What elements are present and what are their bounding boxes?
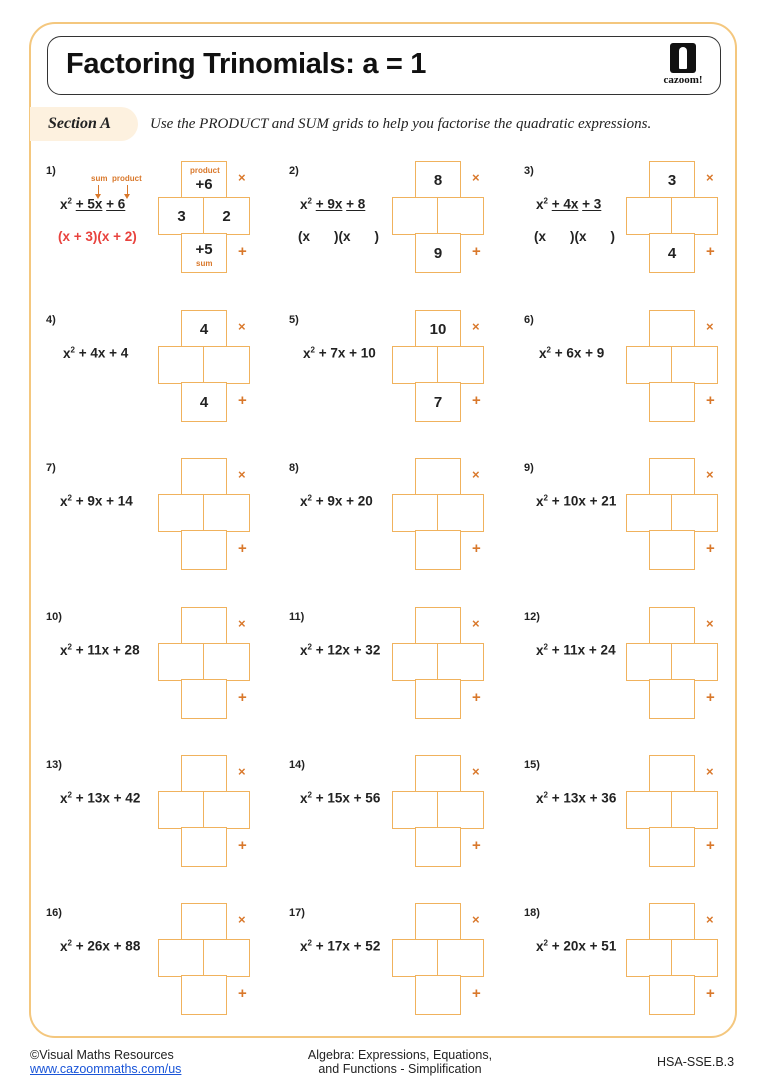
website-link[interactable]: www.cazoommaths.com/us bbox=[30, 1062, 182, 1076]
linear-term: + 7x bbox=[318, 345, 346, 361]
sum-annotation: sum bbox=[91, 174, 108, 183]
linear-term: + 5x bbox=[75, 196, 103, 212]
product-cell[interactable] bbox=[415, 755, 461, 793]
cell-value: 3 bbox=[667, 171, 677, 189]
quadratic-expression bbox=[536, 493, 616, 509]
constant-term: + 36 bbox=[589, 790, 617, 806]
linear-term: + 11x bbox=[551, 642, 586, 658]
linear-term: + 20x bbox=[551, 938, 586, 954]
factor-cell-right[interactable] bbox=[671, 939, 718, 977]
constant-term: + 14 bbox=[106, 493, 133, 509]
factor-cell-left[interactable] bbox=[392, 791, 439, 829]
multiply-symbol: × bbox=[472, 764, 480, 779]
multiply-symbol: × bbox=[706, 912, 714, 927]
product-sum-grid bbox=[626, 458, 718, 570]
product-cell[interactable] bbox=[649, 161, 695, 199]
topic-line-2: and Functions - Simplification bbox=[318, 1062, 482, 1076]
logo-text: cazoom! bbox=[663, 74, 703, 86]
product-sum-grid bbox=[392, 458, 484, 570]
linear-term: + 10x bbox=[551, 493, 586, 509]
problem-number: 2) bbox=[289, 165, 299, 177]
add-symbol: + bbox=[706, 837, 715, 854]
constant-term: + 9 bbox=[585, 345, 605, 361]
linear-term: + 9x bbox=[315, 196, 343, 212]
add-symbol: + bbox=[238, 985, 247, 1002]
constant-term: + 88 bbox=[113, 938, 141, 954]
x-squared-term: $x^2$ bbox=[300, 493, 312, 509]
problem-number: 9) bbox=[524, 462, 534, 474]
cell-value: 7 bbox=[433, 393, 443, 411]
problem-number: 11) bbox=[289, 611, 305, 623]
factor-cell-right[interactable] bbox=[671, 494, 718, 532]
footer-left bbox=[30, 1048, 181, 1076]
product-cell[interactable] bbox=[649, 458, 695, 496]
product-sum-grid bbox=[392, 310, 484, 422]
example-answer: (x + 3)(x + 2) bbox=[58, 229, 137, 244]
problem-number: 7) bbox=[46, 462, 56, 474]
product-sum-grid bbox=[158, 310, 250, 422]
linear-term: + 15x bbox=[315, 790, 350, 806]
product-cell[interactable] bbox=[415, 607, 461, 645]
sum-cell[interactable] bbox=[415, 827, 461, 867]
multiply-symbol: × bbox=[706, 764, 714, 779]
product-cell[interactable] bbox=[649, 755, 695, 793]
product-sum-grid bbox=[158, 161, 250, 273]
factor-cell-left[interactable] bbox=[626, 494, 673, 532]
quadratic-expression bbox=[539, 345, 604, 361]
product-sum-grid bbox=[626, 755, 718, 867]
multiply-symbol: × bbox=[706, 616, 714, 631]
product-cell[interactable] bbox=[649, 607, 695, 645]
product-cell[interactable] bbox=[649, 903, 695, 941]
multiply-symbol: × bbox=[238, 467, 246, 482]
quadratic-expression bbox=[303, 345, 376, 361]
problem-number: 3) bbox=[524, 165, 534, 177]
product-cell[interactable] bbox=[181, 310, 227, 348]
linear-term: + 4x bbox=[551, 196, 579, 212]
problem-number: 10) bbox=[46, 611, 62, 623]
x-squared-term: $x^2$ bbox=[539, 345, 551, 361]
factor-open: (x bbox=[534, 229, 547, 244]
product-cell[interactable] bbox=[415, 458, 461, 496]
x-squared-term: $x^2$ bbox=[60, 196, 72, 212]
factor-cell-right[interactable] bbox=[203, 346, 250, 384]
factor-cell-left[interactable] bbox=[392, 346, 439, 384]
cell-value: 3 bbox=[177, 207, 186, 225]
sum-cell[interactable] bbox=[181, 827, 227, 867]
topic-line-1: Algebra: Expressions, Equations, bbox=[307, 1048, 493, 1062]
quadratic-expression bbox=[536, 196, 601, 212]
linear-term: + 11x bbox=[75, 642, 110, 658]
factor-cell-left[interactable] bbox=[158, 791, 205, 829]
product-sum-grid bbox=[392, 903, 484, 1015]
x-squared-term: $x^2$ bbox=[536, 790, 548, 806]
add-symbol: + bbox=[238, 837, 247, 854]
factor-cell-left[interactable] bbox=[158, 197, 205, 235]
multiply-symbol: × bbox=[472, 912, 480, 927]
problem-number: 18) bbox=[524, 907, 540, 919]
x-squared-term: $x^2$ bbox=[60, 642, 72, 658]
multiply-symbol: × bbox=[472, 170, 480, 185]
constant-term: + 6 bbox=[106, 196, 126, 212]
quadratic-expression bbox=[60, 196, 125, 212]
add-symbol: + bbox=[472, 243, 481, 260]
x-squared-term: $x^2$ bbox=[60, 790, 72, 806]
multiply-symbol: × bbox=[706, 170, 714, 185]
add-symbol: + bbox=[472, 540, 481, 557]
factor-cell-left[interactable] bbox=[158, 494, 205, 532]
factor-cell-right[interactable] bbox=[203, 494, 250, 532]
product-cell[interactable] bbox=[415, 310, 461, 348]
title-banner bbox=[47, 36, 721, 95]
factor-cell-left[interactable] bbox=[392, 643, 439, 681]
linear-term: + 26x bbox=[75, 938, 110, 954]
linear-term: + 9x bbox=[75, 493, 103, 509]
product-sum-grid bbox=[626, 310, 718, 422]
cell-value: 9 bbox=[433, 244, 443, 262]
factor-cell-right[interactable] bbox=[437, 197, 484, 235]
factor-cell-right[interactable] bbox=[203, 791, 250, 829]
instruction-text: Use the PRODUCT and SUM grids to help you factorise the quadratic expressions. bbox=[150, 116, 652, 132]
cell-value: +6 bbox=[195, 175, 213, 193]
factor-cell-right[interactable] bbox=[437, 346, 484, 384]
factor-cell-right[interactable] bbox=[671, 346, 718, 384]
linear-term: + 6x bbox=[554, 345, 582, 361]
add-symbol: + bbox=[238, 243, 247, 260]
product-cell[interactable] bbox=[415, 903, 461, 941]
constant-term: + 4 bbox=[109, 345, 129, 361]
factor-cell-left[interactable] bbox=[392, 494, 439, 532]
factor-cell-right[interactable] bbox=[437, 939, 484, 977]
quadratic-expression bbox=[300, 790, 380, 806]
factor-cell-left[interactable] bbox=[158, 346, 205, 384]
constant-term: + 56 bbox=[353, 790, 381, 806]
add-symbol: + bbox=[706, 392, 715, 409]
factor-cell-left[interactable] bbox=[626, 643, 673, 681]
x-squared-term: $x^2$ bbox=[63, 345, 75, 361]
product-cell[interactable] bbox=[415, 161, 461, 199]
linear-term: + 4x bbox=[78, 345, 106, 361]
problem-number: 5) bbox=[289, 314, 299, 326]
factor-open: (x bbox=[298, 229, 311, 244]
page-title: Factoring Trinomials: a = 1 bbox=[66, 48, 427, 80]
factor-cell-right[interactable] bbox=[671, 643, 718, 681]
multiply-symbol: × bbox=[238, 170, 246, 185]
sum-cell[interactable] bbox=[181, 382, 227, 422]
product-cell[interactable] bbox=[181, 607, 227, 645]
cell-value: 4 bbox=[199, 393, 209, 411]
add-symbol: + bbox=[706, 689, 715, 706]
quadratic-expression bbox=[536, 938, 616, 954]
footer-topic bbox=[300, 1048, 500, 1076]
cell-value: 8 bbox=[433, 171, 443, 189]
product-sum-grid bbox=[158, 755, 250, 867]
problem-number: 12) bbox=[524, 611, 540, 623]
constant-term: + 21 bbox=[589, 493, 617, 509]
multiply-symbol: × bbox=[238, 764, 246, 779]
factor-cell-left[interactable] bbox=[158, 643, 205, 681]
sum-cell[interactable] bbox=[415, 679, 461, 719]
product-sum-grid bbox=[158, 458, 250, 570]
product-cell[interactable] bbox=[181, 755, 227, 793]
sum-cell[interactable] bbox=[649, 975, 695, 1015]
problem-number: 16) bbox=[46, 907, 62, 919]
factor-template bbox=[298, 229, 379, 244]
add-symbol: + bbox=[472, 837, 481, 854]
sum-cell[interactable] bbox=[649, 382, 695, 422]
multiply-symbol: × bbox=[238, 616, 246, 631]
problem-number: 6) bbox=[524, 314, 534, 326]
quadratic-expression bbox=[536, 642, 616, 658]
sum-cell[interactable] bbox=[649, 530, 695, 570]
problem-number: 14) bbox=[289, 759, 305, 771]
multiply-symbol: × bbox=[238, 912, 246, 927]
problem-number: 4) bbox=[46, 314, 56, 326]
quadratic-expression bbox=[63, 345, 128, 361]
x-squared-term: $x^2$ bbox=[536, 642, 548, 658]
cazoom-logo bbox=[658, 43, 708, 89]
factor-cell-right[interactable] bbox=[437, 791, 484, 829]
constant-term: + 24 bbox=[588, 642, 616, 658]
quadratic-expression bbox=[300, 938, 380, 954]
quadratic-expression bbox=[60, 493, 133, 509]
factor-mid: )(x bbox=[570, 229, 587, 244]
add-symbol: + bbox=[472, 392, 481, 409]
factor-cell-left[interactable] bbox=[392, 197, 439, 235]
sum-cell[interactable] bbox=[181, 530, 227, 570]
factor-cell-right[interactable] bbox=[437, 643, 484, 681]
product-arrow-icon bbox=[127, 185, 128, 195]
problem-number: 8) bbox=[289, 462, 299, 474]
constant-term: + 20 bbox=[346, 493, 373, 509]
factor-cell-left[interactable] bbox=[158, 939, 205, 977]
factor-cell-right[interactable] bbox=[437, 494, 484, 532]
grid-sum-label: sum bbox=[196, 259, 213, 268]
x-squared-term: $x^2$ bbox=[536, 938, 548, 954]
problem-number: 15) bbox=[524, 759, 540, 771]
sum-cell[interactable] bbox=[415, 975, 461, 1015]
copyright-text: ©Visual Maths Resources bbox=[30, 1048, 174, 1062]
factor-close: ) bbox=[610, 229, 616, 244]
problem-number: 13) bbox=[46, 759, 62, 771]
factor-cell-right[interactable] bbox=[671, 791, 718, 829]
cell-value: 4 bbox=[667, 244, 677, 262]
quadratic-expression bbox=[60, 790, 140, 806]
product-annotation: product bbox=[112, 174, 142, 183]
linear-term: + 13x bbox=[75, 790, 110, 806]
constant-term: + 32 bbox=[353, 642, 381, 658]
product-sum-grid bbox=[392, 755, 484, 867]
add-symbol: + bbox=[238, 689, 247, 706]
x-squared-term: $x^2$ bbox=[300, 790, 312, 806]
hourglass-icon bbox=[670, 43, 696, 73]
factor-cell-left[interactable] bbox=[626, 197, 673, 235]
product-sum-grid bbox=[392, 161, 484, 273]
factor-cell-right[interactable] bbox=[203, 197, 250, 235]
factor-close: ) bbox=[374, 229, 380, 244]
quadratic-expression bbox=[60, 938, 140, 954]
add-symbol: + bbox=[238, 392, 247, 409]
add-symbol: + bbox=[706, 985, 715, 1002]
constant-term: + 51 bbox=[589, 938, 617, 954]
section-tab bbox=[30, 107, 138, 141]
constant-term: + 28 bbox=[112, 642, 140, 658]
standard-code: HSA-SSE.B.3 bbox=[657, 1055, 735, 1069]
cell-value: +5 bbox=[195, 240, 213, 258]
multiply-symbol: × bbox=[472, 467, 480, 482]
factor-cell-left[interactable] bbox=[392, 939, 439, 977]
problem-number: 1) bbox=[46, 165, 56, 177]
cell-value: 2 bbox=[222, 207, 231, 225]
linear-term: + 13x bbox=[551, 790, 586, 806]
constant-term: + 52 bbox=[353, 938, 381, 954]
product-sum-grid bbox=[626, 903, 718, 1015]
sum-cell[interactable] bbox=[415, 382, 461, 422]
multiply-symbol: × bbox=[706, 467, 714, 482]
sum-cell[interactable] bbox=[649, 233, 695, 273]
product-cell[interactable] bbox=[181, 458, 227, 496]
cell-value: 4 bbox=[199, 320, 209, 338]
constant-term: + 10 bbox=[349, 345, 376, 361]
linear-term: + 17x bbox=[315, 938, 350, 954]
product-sum-grid bbox=[158, 903, 250, 1015]
quadratic-expression bbox=[60, 642, 140, 658]
constant-term: + 3 bbox=[582, 196, 602, 212]
factor-cell-left[interactable] bbox=[626, 939, 673, 977]
problem-number: 17) bbox=[289, 907, 305, 919]
x-squared-term: $x^2$ bbox=[536, 493, 548, 509]
factor-cell-right[interactable] bbox=[203, 643, 250, 681]
sum-arrow-icon bbox=[98, 185, 99, 195]
x-squared-term: $x^2$ bbox=[60, 493, 72, 509]
add-symbol: + bbox=[706, 243, 715, 260]
product-cell[interactable] bbox=[181, 903, 227, 941]
x-squared-term: $x^2$ bbox=[303, 345, 315, 361]
factor-cell-right[interactable] bbox=[203, 939, 250, 977]
factor-cell-left[interactable] bbox=[626, 346, 673, 384]
factor-cell-left[interactable] bbox=[626, 791, 673, 829]
constant-term: + 8 bbox=[346, 196, 366, 212]
add-symbol: + bbox=[238, 540, 247, 557]
x-squared-term: $x^2$ bbox=[300, 196, 312, 212]
add-symbol: + bbox=[706, 540, 715, 557]
quadratic-expression bbox=[300, 196, 365, 212]
factor-cell-right[interactable] bbox=[671, 197, 718, 235]
quadratic-expression bbox=[300, 642, 380, 658]
linear-term: + 12x bbox=[315, 642, 350, 658]
multiply-symbol: × bbox=[706, 319, 714, 334]
section-label: Section A bbox=[48, 115, 111, 132]
factor-template bbox=[534, 229, 615, 244]
sum-cell[interactable] bbox=[649, 827, 695, 867]
product-sum-grid bbox=[158, 607, 250, 719]
add-symbol: + bbox=[472, 985, 481, 1002]
x-squared-term: $x^2$ bbox=[300, 938, 312, 954]
sum-cell[interactable] bbox=[415, 233, 461, 273]
factor-mid: )(x bbox=[334, 229, 351, 244]
sum-cell[interactable] bbox=[181, 975, 227, 1015]
quadratic-expression bbox=[536, 790, 616, 806]
sum-cell[interactable] bbox=[415, 530, 461, 570]
multiply-symbol: × bbox=[472, 319, 480, 334]
quadratic-expression bbox=[300, 493, 373, 509]
linear-term: + 9x bbox=[315, 493, 343, 509]
cell-value: 10 bbox=[429, 320, 447, 338]
product-sum-grid bbox=[626, 161, 718, 273]
constant-term: + 42 bbox=[113, 790, 141, 806]
x-squared-term: $x^2$ bbox=[536, 196, 548, 212]
grid-product-label: product bbox=[190, 166, 220, 175]
product-cell[interactable] bbox=[649, 310, 695, 348]
add-symbol: + bbox=[472, 689, 481, 706]
multiply-symbol: × bbox=[472, 616, 480, 631]
x-squared-term: $x^2$ bbox=[300, 642, 312, 658]
sum-cell[interactable] bbox=[649, 679, 695, 719]
product-sum-grid bbox=[626, 607, 718, 719]
product-sum-grid bbox=[392, 607, 484, 719]
multiply-symbol: × bbox=[238, 319, 246, 334]
sum-cell[interactable] bbox=[181, 679, 227, 719]
x-squared-term: $x^2$ bbox=[60, 938, 72, 954]
